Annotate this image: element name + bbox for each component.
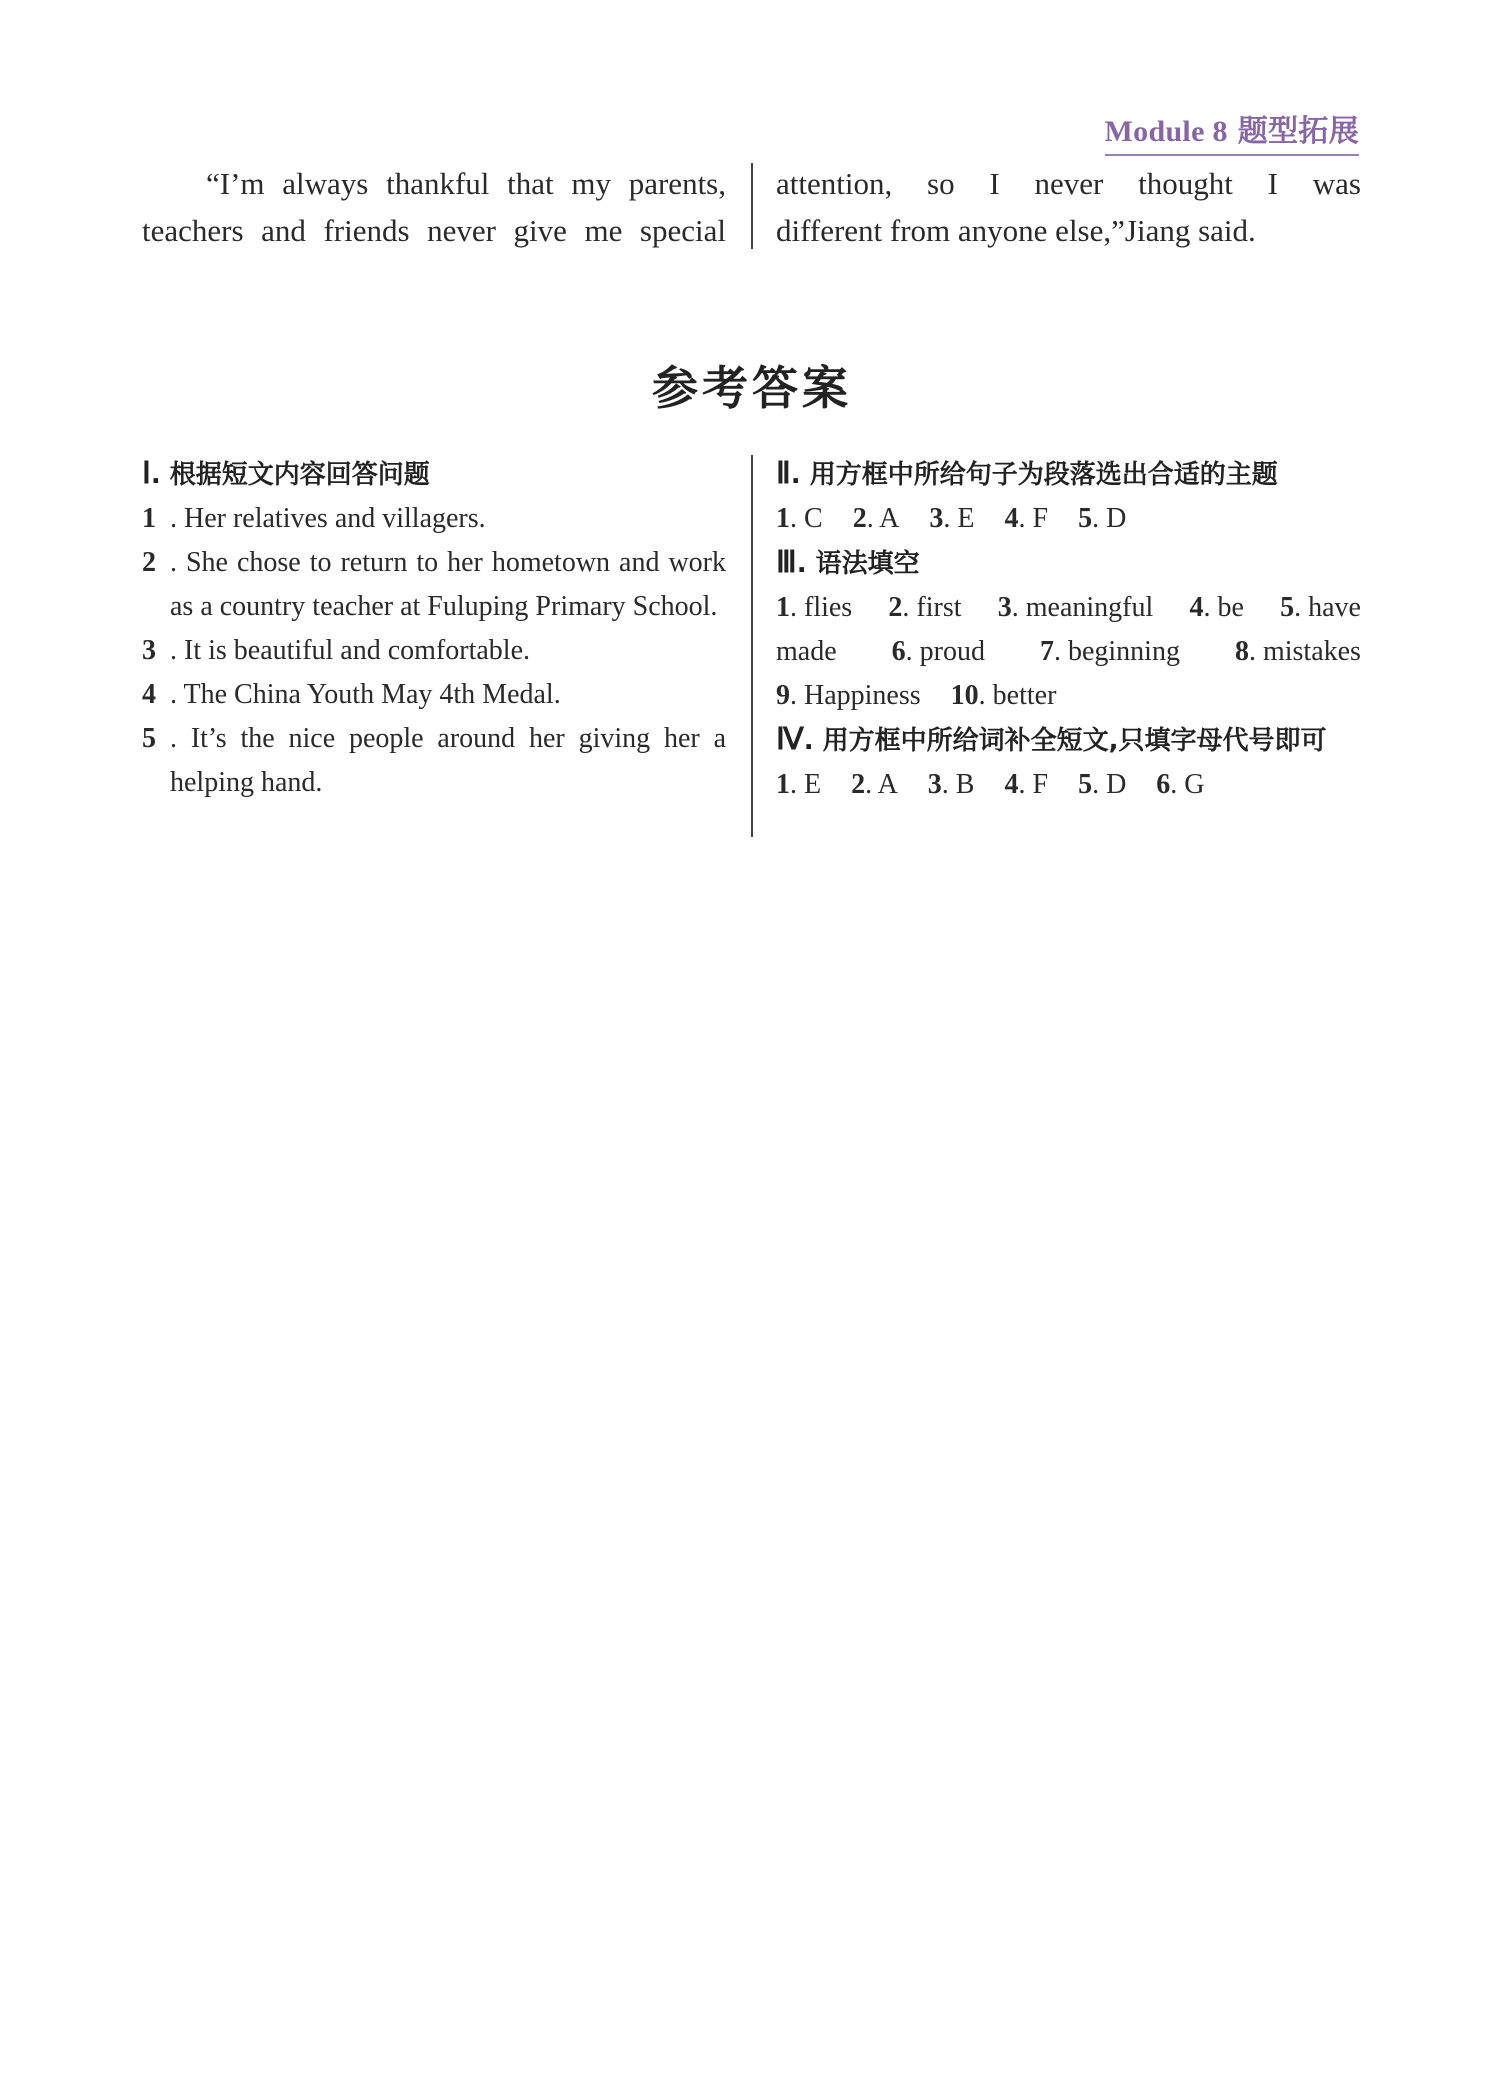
answer (776, 497, 823, 541)
answer-line (776, 630, 1361, 674)
answer-number: 2 (851, 769, 866, 800)
answer (851, 763, 898, 807)
answer-number: 3 (927, 769, 942, 800)
answer-number: 9 (776, 680, 790, 711)
answer-text: . F (1018, 769, 1049, 800)
quote-line: different from anyone else,”Jiang said. (776, 213, 1256, 248)
answer-text: . better (978, 680, 1057, 711)
answer-line (776, 763, 1361, 807)
answer-number: 2 (852, 503, 867, 534)
answers-left-column (142, 452, 726, 805)
answer-text: . F (1018, 503, 1049, 534)
answer-number: 8 (1234, 636, 1249, 667)
answer-text: . A (865, 769, 898, 800)
section-title-text: . 用方框中所给句子为段落选出合适的主题 (790, 460, 1278, 490)
item-text: . The China Youth May 4th Medal. (170, 679, 561, 710)
answer-item (142, 497, 726, 541)
running-header (1105, 106, 1359, 156)
answer-text: . be (1203, 592, 1244, 623)
answer-line (776, 497, 1361, 541)
section-label: 题型拓展 (1237, 114, 1359, 149)
roman-numeral: Ⅰ (142, 457, 151, 490)
item-number: 3 (142, 635, 156, 666)
answer (1156, 763, 1204, 807)
answer-text: . first (902, 592, 962, 623)
answer (776, 674, 921, 718)
answer (951, 674, 1057, 718)
item-number: 5 (142, 723, 156, 754)
section-title-text: . 根据短文内容回答问题 (150, 460, 430, 490)
answer-text: . flies (790, 592, 853, 623)
roman-numeral: Ⅲ (776, 546, 797, 579)
quote-line: attention, so I never thought I was (776, 166, 1361, 201)
answer-number: 1 (776, 592, 790, 623)
answer (1078, 763, 1126, 807)
section-title-4 (776, 718, 1361, 763)
answers-title: 参考答案 (652, 361, 852, 415)
answer-text: . A (866, 503, 900, 534)
answer-text: . B (941, 769, 975, 800)
answer-text: . have (1294, 592, 1361, 623)
answer-line (776, 674, 1361, 718)
item-text: . It is beautiful and comfortable. (170, 635, 530, 666)
answer-number: 3 (929, 503, 944, 534)
answer-continued: made (776, 636, 837, 667)
answer-item (142, 717, 726, 805)
answer-text: . mistakes (1248, 636, 1361, 667)
answer-number: 1 (776, 769, 790, 800)
answer (853, 497, 900, 541)
answer-item (142, 541, 726, 629)
item-text: . She chose to return to her hometown and work as a country teacher at Fuluping Primary School. (170, 547, 726, 622)
answer-number: 2 (888, 592, 903, 623)
answer (1235, 630, 1361, 674)
answer (776, 586, 852, 630)
answer-text: . C (790, 503, 823, 534)
answer (1004, 763, 1048, 807)
answer-number: 5 (1078, 503, 1093, 534)
answer-number: 7 (1039, 636, 1054, 667)
answer-number: 5 (1078, 769, 1093, 800)
answer (929, 497, 974, 541)
answer (998, 586, 1154, 630)
answer (1280, 586, 1361, 630)
answer-text: . proud (905, 636, 985, 667)
answer-text: . D (1092, 769, 1127, 800)
roman-numeral: Ⅳ (776, 723, 804, 756)
quote-line: “I’m always thankful that my parents, (206, 166, 726, 201)
answer (892, 630, 985, 674)
answer-number: 4 (1004, 503, 1019, 534)
roman-numeral: Ⅱ (776, 457, 791, 490)
answer (928, 763, 975, 807)
answer-text: . D (1092, 503, 1127, 534)
answer (1004, 497, 1048, 541)
answer (776, 763, 821, 807)
answer (1040, 630, 1180, 674)
answer-number: 6 (1156, 769, 1171, 800)
quote-line: teachers and friends never give me special (142, 213, 726, 248)
answers-right-column (776, 452, 1361, 807)
section-title-1 (142, 452, 726, 497)
answer (1189, 586, 1243, 630)
answer-number: 6 (891, 636, 906, 667)
answer-text: . meaningful (1011, 592, 1154, 623)
answer-text: . E (943, 503, 975, 534)
answer-number: 3 (997, 592, 1012, 623)
section-title-2 (776, 452, 1361, 497)
answer-item (142, 629, 726, 673)
answer (888, 586, 961, 630)
column-divider (751, 163, 753, 249)
answer-item (142, 673, 726, 717)
answer-line (776, 586, 1361, 630)
answer-text: . G (1170, 769, 1205, 800)
answer-number: 5 (1280, 592, 1295, 623)
answer (1078, 497, 1126, 541)
item-number: 1 (142, 503, 156, 534)
item-text: . It’s the nice people around her giving her a helping hand. (170, 723, 726, 798)
column-divider (751, 455, 753, 837)
answer-text: . E (790, 769, 822, 800)
section-title-text: . 语法填空 (796, 549, 920, 579)
answer-number: 1 (776, 503, 790, 534)
quote-right-column (776, 160, 1361, 254)
answer-number: 10 (950, 680, 979, 711)
module-label: Module 8 (1104, 115, 1228, 148)
answer-number: 4 (1004, 769, 1019, 800)
item-number: 2 (142, 547, 156, 578)
answer-text: . Happiness (790, 680, 921, 711)
answer-text: . beginning (1053, 636, 1180, 667)
quote-left-column (142, 160, 726, 254)
item-number: 4 (142, 679, 156, 710)
item-text: . Her relatives and villagers. (170, 503, 486, 534)
answer-number: 4 (1189, 592, 1204, 623)
section-title-text: . 用方框中所给词补全短文,只填字母代号即可 (803, 726, 1327, 756)
section-title-3 (776, 541, 1361, 586)
